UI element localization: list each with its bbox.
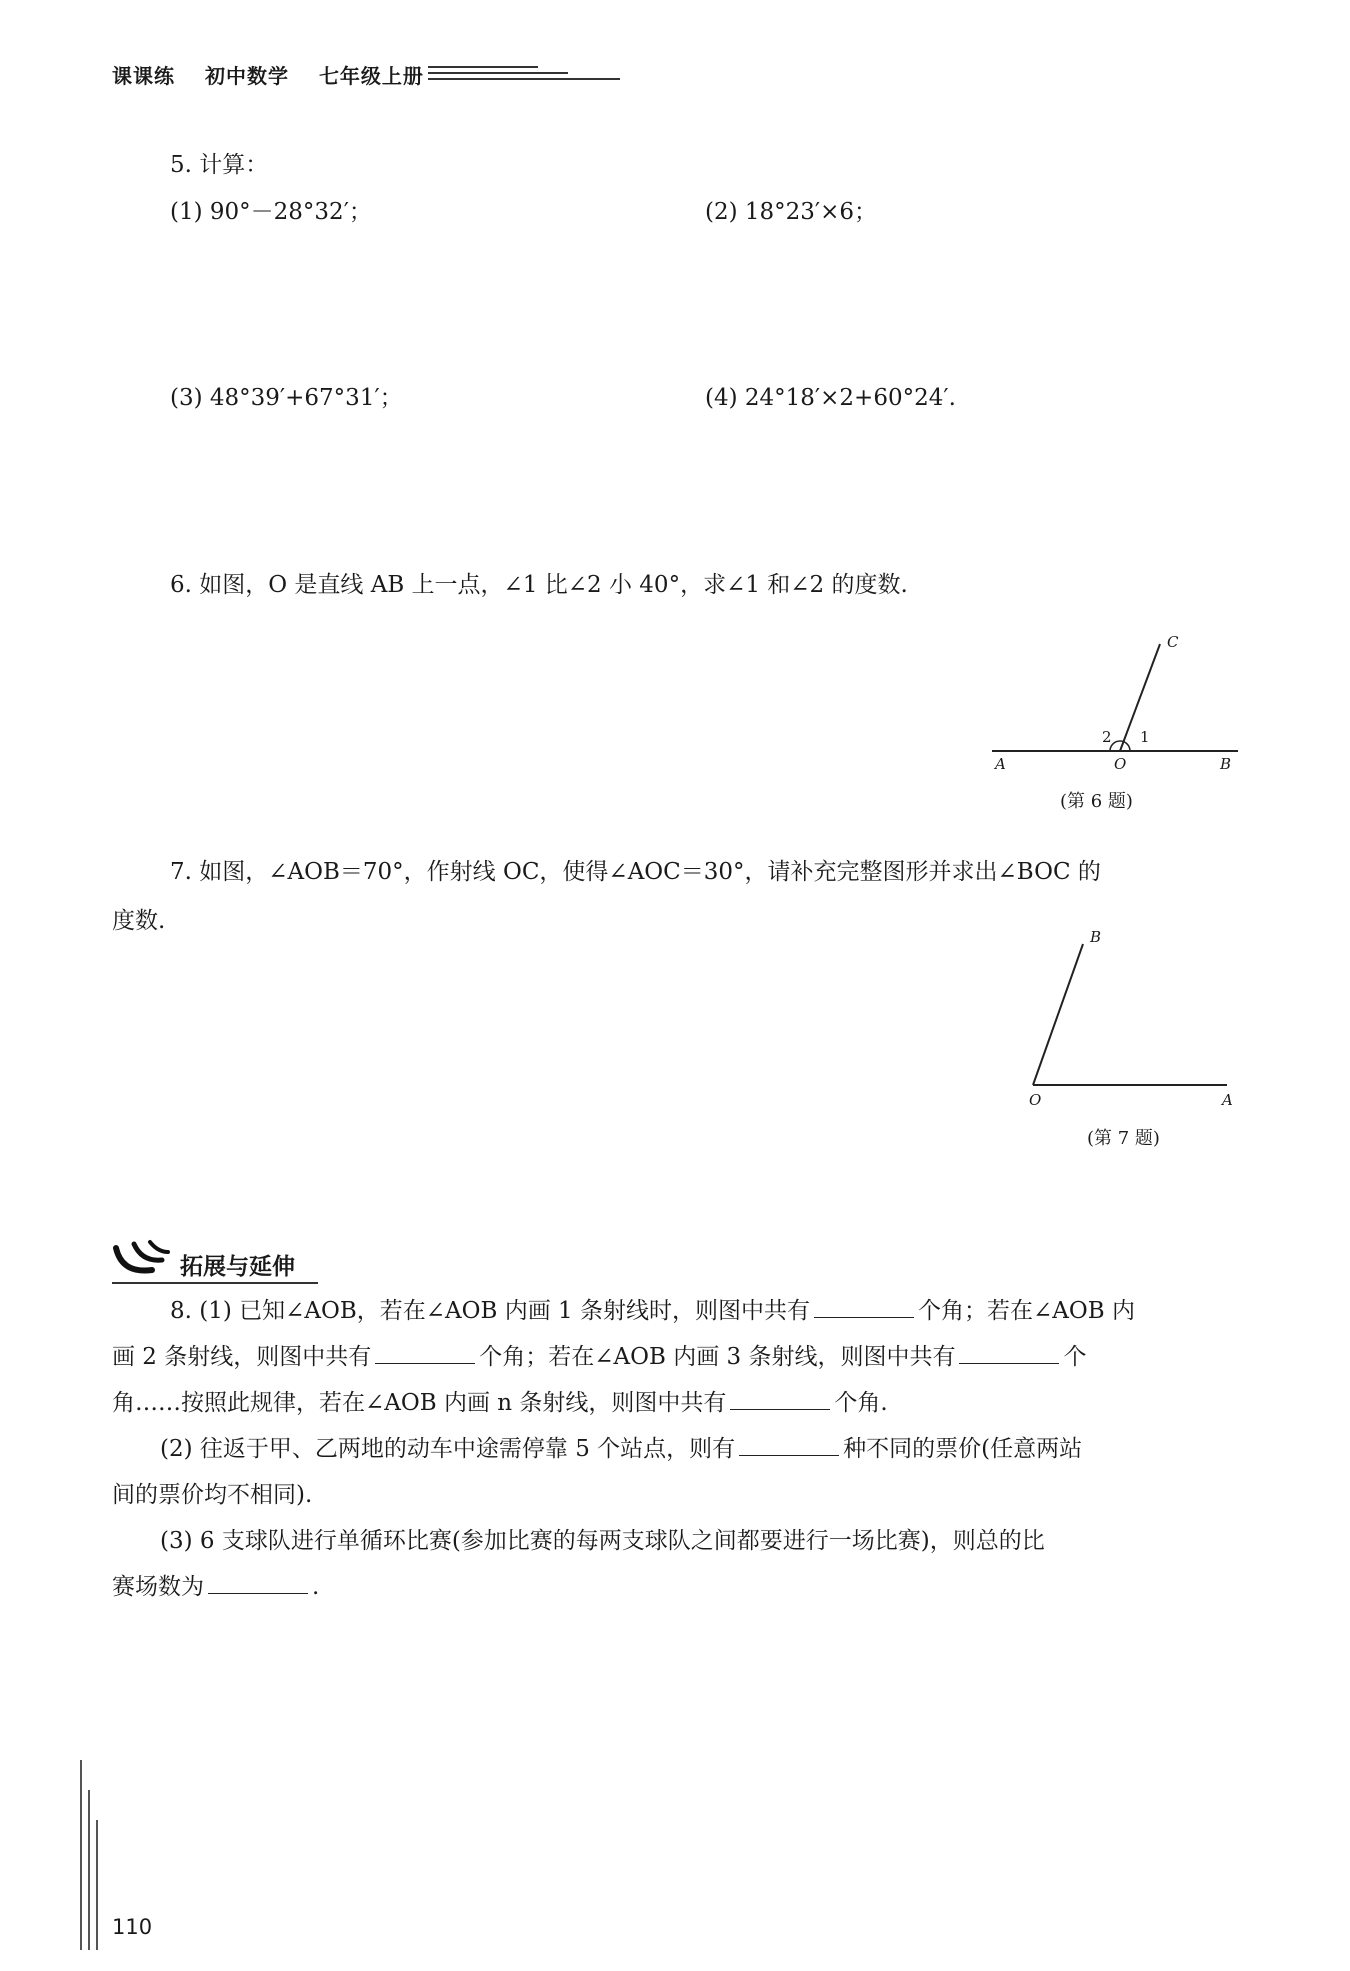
answer-blank bbox=[375, 1341, 475, 1364]
q8-text: 个角；若在∠AOB 内画 3 条射线，则图中共有 bbox=[479, 1344, 956, 1370]
header-rule bbox=[428, 78, 620, 80]
ray-ob bbox=[1033, 944, 1083, 1085]
q8-text: 个角. bbox=[834, 1390, 888, 1416]
label-b: B bbox=[1090, 928, 1102, 946]
q8-text: 赛场数为 bbox=[112, 1574, 204, 1600]
label-angle-2: 2 bbox=[1102, 728, 1112, 746]
label-c: C bbox=[1167, 633, 1179, 651]
answer-blank bbox=[814, 1295, 914, 1318]
q7-text-line1: 7. 如图，∠AOB＝70°，作射线 OC，使得∠AOC＝30°，请补充完整图形并求出∠BOC 的 bbox=[170, 859, 1101, 885]
q5-item: (2) 18°23′×6； bbox=[705, 199, 878, 225]
header-series: 课课练 bbox=[112, 64, 175, 88]
q8-text: 个角；若在∠AOB 内 bbox=[918, 1298, 1135, 1324]
header-rule bbox=[428, 66, 538, 68]
label-o: O bbox=[1114, 755, 1127, 773]
q7-text-line2: 度数. bbox=[112, 908, 166, 934]
q5-item: (1) 90°－28°32′； bbox=[170, 199, 372, 225]
q8-text: (3) 6 支球队进行单循环比赛(参加比赛的每两支球队之间都要进行一场比赛)，则总的比 bbox=[160, 1528, 1045, 1554]
q8-text: 角……按照此规律，若在∠AOB 内画 n 条射线，则图中共有 bbox=[112, 1390, 727, 1416]
label-a: A bbox=[995, 755, 1006, 773]
section-title: 拓展与延伸 bbox=[180, 1254, 295, 1280]
q6-caption: (第 6 题) bbox=[1060, 791, 1133, 812]
margin-bar bbox=[88, 1790, 90, 1950]
q8-text: 个 bbox=[1063, 1344, 1087, 1370]
header-rule bbox=[428, 72, 568, 74]
label-o: O bbox=[1029, 1091, 1042, 1109]
margin-bar bbox=[80, 1760, 82, 1950]
q6-figure bbox=[980, 625, 1250, 820]
answer-blank bbox=[959, 1341, 1059, 1364]
page-number: 110 bbox=[112, 1915, 153, 1939]
answer-blank bbox=[739, 1433, 839, 1456]
section-rule bbox=[112, 1282, 318, 1284]
answer-blank bbox=[730, 1387, 830, 1410]
section-swoosh-icon bbox=[112, 1238, 172, 1280]
q5-item: (4) 24°18′×2+60°24′. bbox=[705, 385, 956, 411]
q5-title: 5. 计算： bbox=[170, 152, 269, 178]
label-b: B bbox=[1220, 755, 1232, 773]
q7-figure bbox=[1015, 920, 1260, 1150]
label-a: A bbox=[1222, 1091, 1233, 1109]
q8-text: 间的票价均不相同). bbox=[112, 1482, 313, 1508]
label-angle-1: 1 bbox=[1140, 728, 1150, 746]
header-level: 初中数学 bbox=[204, 64, 289, 88]
q8-text: 种不同的票价(任意两站 bbox=[843, 1436, 1083, 1462]
q8-text: . bbox=[312, 1574, 320, 1600]
q8-text: 8. (1) 已知∠AOB，若在∠AOB 内画 1 条射线时，则图中共有 bbox=[170, 1298, 810, 1324]
q7-caption: (第 7 题) bbox=[1087, 1128, 1160, 1149]
page-header bbox=[112, 60, 446, 89]
answer-blank bbox=[208, 1571, 308, 1594]
q5-item: (3) 48°39′+67°31′； bbox=[170, 385, 403, 411]
q8-text: 画 2 条射线，则图中共有 bbox=[112, 1344, 372, 1370]
q6-text: 6. 如图，O 是直线 AB 上一点，∠1 比∠2 小 40°，求∠1 和∠2 的度数. bbox=[170, 572, 908, 598]
q8-part1 bbox=[112, 1288, 1242, 1610]
header-grade: 七年级上册 bbox=[318, 64, 424, 88]
q8-text: (2) 往返于甲、乙两地的动车中途需停靠 5 个站点，则有 bbox=[160, 1436, 736, 1462]
margin-bar bbox=[96, 1820, 98, 1950]
